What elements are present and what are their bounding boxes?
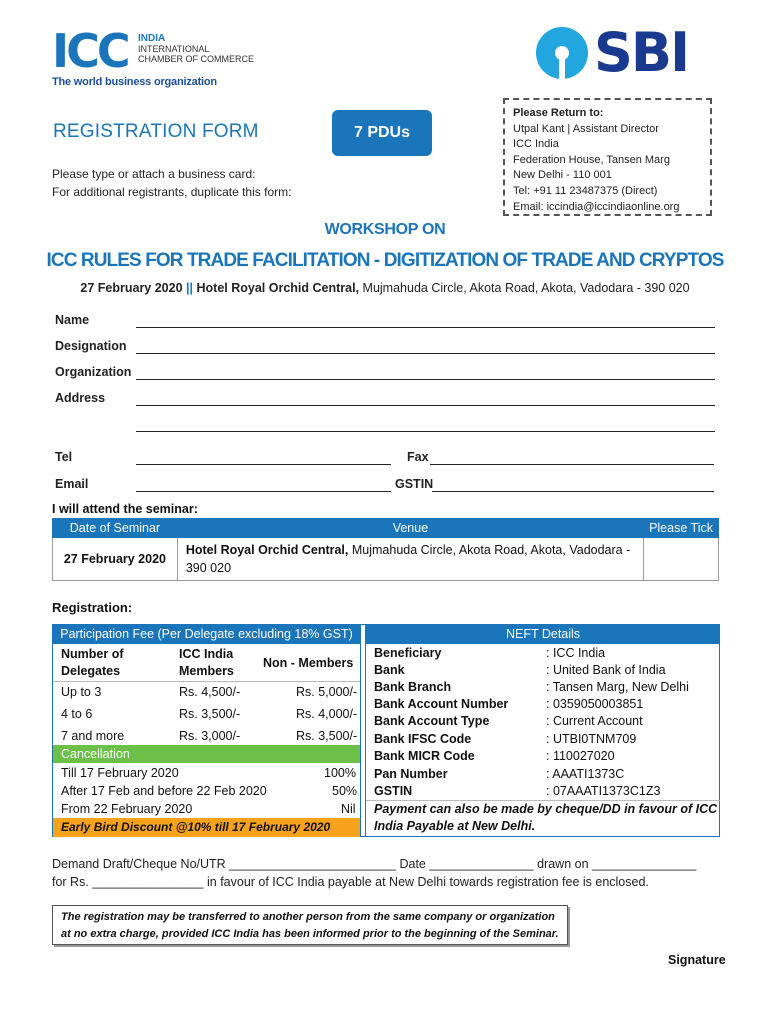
cheque-note: Payment can also be made by cheque/DD in favour of ICC <box>374 802 718 816</box>
fee-row-nonmember: Rs. 5,000/- <box>296 685 358 699</box>
col-header: Venue <box>177 519 643 538</box>
fee-table <box>52 624 720 837</box>
col-header: Date of Seminar <box>53 519 178 538</box>
col-delegates-header-2: Delegates <box>61 664 121 678</box>
neft-key: Bank <box>374 663 405 677</box>
address-field-line1[interactable] <box>136 393 715 406</box>
fee-row-member: Rs. 4,500/- <box>179 685 241 699</box>
return-line: ICC India <box>513 138 559 151</box>
fee-row-nonmember: Rs. 3,500/- <box>296 729 358 743</box>
address-label: Address <box>55 391 106 405</box>
event-venue-name: Hotel Royal Orchid Central, <box>196 281 360 295</box>
seminar-venue-name: Hotel Royal Orchid Central, <box>185 543 349 557</box>
transfer-note <box>52 905 568 945</box>
neft-value: : Tansen Marg, New Delhi <box>546 680 689 694</box>
address-field-line2[interactable] <box>136 419 715 432</box>
neft-key: Pan Number <box>374 767 448 781</box>
organization-label: Organization <box>55 365 132 379</box>
seminar-table <box>52 518 719 581</box>
cancel-period: From 22 February 2020 <box>61 802 193 816</box>
instructions <box>52 165 291 201</box>
event-venue-address: Mujmahuda Circle, Akota Road, Akota, Vadodara - 390 020 <box>362 281 690 295</box>
gstin-label: GSTIN <box>395 477 434 491</box>
icc-logo <box>52 24 262 90</box>
icc-logo-line1: INDIA <box>138 33 166 44</box>
fee-row-member: Rs. 3,000/- <box>179 729 241 743</box>
icc-logo-line3: CHAMBER OF COMMERCE <box>138 54 255 64</box>
fax-field[interactable] <box>430 452 714 465</box>
amount-line[interactable]: for Rs. ________________ in favour of ICC India payable at New Delhi towards registration fee is enclosed. <box>52 875 649 889</box>
fee-row-member: Rs. 3,500/- <box>179 707 241 721</box>
sbi-logo <box>536 21 706 85</box>
return-title: Please Return to: <box>513 107 604 119</box>
signature-label: Signature <box>668 953 726 967</box>
col-members-header: ICC India <box>179 647 234 661</box>
seminar-venue-address: Mujmahuda Circle, Akota Road, Akota, Vadodara - 390 020 <box>185 543 631 575</box>
sbi-emblem-icon <box>536 27 588 79</box>
fax-label: Fax <box>407 450 429 464</box>
transfer-note-line: The registration may be transferred to another person from the same company or organization <box>61 911 555 923</box>
neft-key: Bank Account Type <box>374 714 490 728</box>
return-email[interactable]: Email: iccindia@iccindiaonline.org <box>513 200 680 213</box>
icc-tagline: The world business organization <box>52 76 217 88</box>
early-bird-discount: Early Bird Discount @10% till 17 February 2020 <box>53 818 360 837</box>
workshop-label: WORKSHOP ON <box>324 221 446 238</box>
designation-label: Designation <box>55 339 127 353</box>
col-members-header-2: Members <box>179 664 234 678</box>
sbi-logo-text: SBI <box>594 21 689 84</box>
cancellation-header: Cancellation <box>53 745 360 763</box>
separator: || <box>186 281 194 295</box>
gstin-field[interactable] <box>432 479 714 492</box>
return-address-box <box>503 98 712 216</box>
col-nonmembers-header: Non - Members <box>263 656 354 670</box>
col-header: Please Tick <box>644 519 719 538</box>
seminar-venue <box>177 538 643 581</box>
return-line: Tel: +91 11 23487375 (Direct) <box>513 184 658 197</box>
cheque-note: India Payable at New Delhi. <box>374 819 536 833</box>
name-field[interactable] <box>136 315 715 328</box>
event-title: ICC RULES FOR TRADE FACILITATION - DIGITIZATION OF TRADE AND CRYPTOS <box>46 250 724 271</box>
col-delegates-header: Number of <box>61 647 124 661</box>
pdu-badge: 7 PDUs <box>332 110 432 156</box>
seminar-date: 27 February 2020 <box>53 538 178 581</box>
neft-header: NEFT Details <box>366 625 720 644</box>
fee-row-delegates: 4 to 6 <box>61 707 93 721</box>
neft-value: : 0359050003851 <box>546 697 644 711</box>
instruction-line: For additional registrants, duplicate this form: <box>52 185 292 199</box>
transfer-note-line: at no extra charge, provided ICC India has been informed prior to the beginning of the Seminar. <box>61 928 559 940</box>
neft-value: : 07AAATI1373C1Z3 <box>546 784 661 798</box>
icc-logo-line2: INTERNATIONAL <box>138 44 210 54</box>
form-title: REGISTRATION FORM <box>53 121 259 142</box>
neft-key: Beneficiary <box>374 646 442 660</box>
neft-key: Bank Account Number <box>374 697 509 711</box>
attend-label: I will attend the seminar: <box>52 502 198 516</box>
return-line: Federation House, Tansen Marg <box>513 153 670 166</box>
fee-header: Participation Fee (Per Delegate excluding 18% GST) <box>53 625 360 644</box>
neft-value: : AAATI1373C <box>546 767 625 781</box>
neft-value: : United Bank of India <box>546 663 666 677</box>
registration-label: Registration: <box>52 600 133 615</box>
event-date-line <box>0 281 770 295</box>
cancel-period: After 17 Feb and before 22 Feb 2020 <box>61 784 267 798</box>
cancel-refund: 100% <box>324 766 356 780</box>
name-label: Name <box>55 313 90 327</box>
neft-key: Bank IFSC Code <box>374 732 472 746</box>
neft-key: Bank Branch <box>374 680 452 694</box>
cancel-refund: 50% <box>332 784 358 798</box>
designation-field[interactable] <box>136 341 715 354</box>
neft-key: Bank MICR Code <box>374 749 475 763</box>
neft-value: : 110027020 <box>546 749 615 763</box>
fee-row-nonmember: Rs. 4,000/- <box>296 707 358 721</box>
cancel-refund: Nil <box>341 802 356 816</box>
neft-value: : ICC India <box>546 646 606 660</box>
neft-key: GSTIN <box>374 784 413 798</box>
return-line: New Delhi - 110 001 <box>513 169 612 182</box>
fee-row-delegates: 7 and more <box>61 729 125 743</box>
tel-label: Tel <box>55 450 73 464</box>
return-line: Utpal Kant | Assistant Director <box>513 122 659 135</box>
icc-logo-text <box>138 33 254 64</box>
fee-row-delegates: Up to 3 <box>61 685 102 699</box>
instruction-line: Please type or attach a business card: <box>52 167 256 181</box>
neft-value: : Current Account <box>546 714 643 728</box>
email-label: Email <box>55 477 89 491</box>
email-field[interactable] <box>136 479 391 492</box>
neft-value: : UTBI0TNM709 <box>546 732 637 746</box>
icc-logo-mark: ICC <box>52 24 128 78</box>
tick-checkbox[interactable] <box>644 538 719 581</box>
cancel-period: Till 17 February 2020 <box>61 766 179 780</box>
organization-field[interactable] <box>136 367 715 380</box>
payment-declaration <box>52 855 696 891</box>
event-date: 27 February 2020 <box>80 281 183 295</box>
tel-field[interactable] <box>136 452 391 465</box>
dd-line[interactable]: Demand Draft/Cheque No/UTR ________________________ Date _______________ drawn on _______________ <box>52 857 697 871</box>
